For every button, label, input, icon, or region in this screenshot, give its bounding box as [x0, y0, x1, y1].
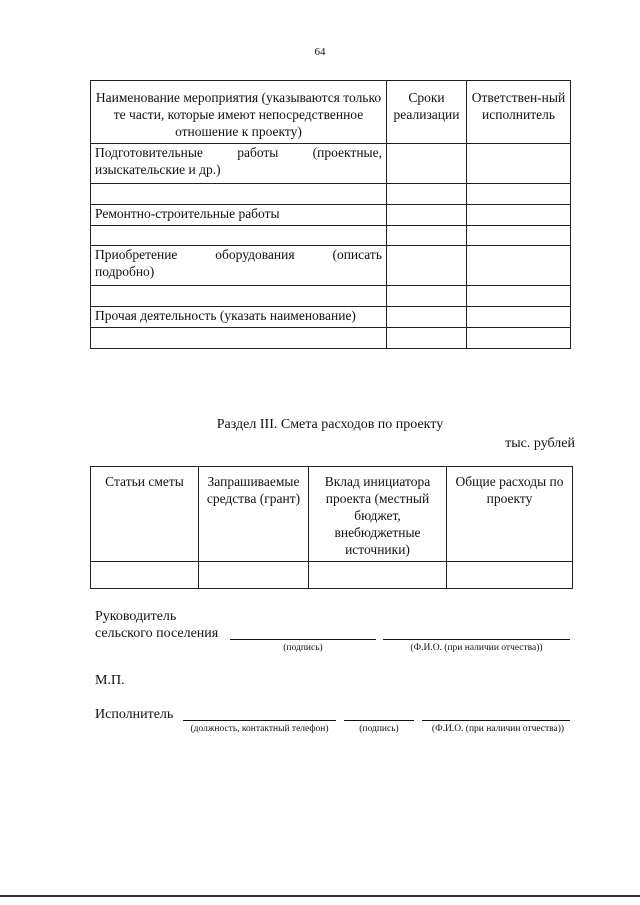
header-initiator-contribution: Вклад инициатора проекта (местный бюджет, внебюджетные источники) — [309, 467, 447, 562]
currency-units: тыс. рублей — [505, 436, 575, 451]
activity-cell — [91, 184, 387, 205]
table-row — [91, 307, 571, 328]
responsible-cell — [467, 246, 571, 286]
responsible-cell — [467, 144, 571, 184]
timeline-cell — [387, 328, 467, 349]
head-title-line1: Руководитель — [95, 609, 177, 624]
responsible-cell — [467, 205, 571, 226]
table-row — [91, 226, 571, 246]
activity-cell: Ремонтно-строительные работы — [91, 205, 387, 226]
timeline-cell — [387, 246, 467, 286]
executor-label: Исполнитель — [95, 707, 174, 722]
head-signature-caption: (подпись) — [283, 643, 323, 653]
activity-cell — [91, 286, 387, 307]
head-signature-line — [230, 639, 376, 640]
timeline-cell — [387, 144, 467, 184]
timeline-cell — [387, 307, 467, 328]
timeline-cell — [387, 205, 467, 226]
timeline-cell — [387, 286, 467, 307]
budget-cell — [199, 562, 309, 589]
activity-line: Подготовительные работы (проектные, — [95, 145, 382, 160]
budget-cell — [91, 562, 199, 589]
executor-signature-line — [344, 720, 414, 721]
page-number: 64 — [314, 46, 326, 58]
activity-cell: Прочая деятельность (указать наименование) — [91, 307, 387, 328]
budget-table — [90, 466, 573, 589]
activity-cell — [91, 226, 387, 246]
header-requested-funds: Запрашиваемые средства (грант) — [199, 467, 309, 562]
stamp-placeholder: М.П. — [95, 673, 125, 688]
responsible-cell — [467, 328, 571, 349]
header-total-expenses: Общие расходы по проекту — [447, 467, 573, 562]
budget-cell — [309, 562, 447, 589]
executor-name-line — [422, 720, 570, 721]
responsible-cell — [467, 226, 571, 246]
table-header-row — [91, 81, 571, 144]
activity-line: Приобретение оборудования (описать — [95, 247, 382, 262]
footer-rule — [0, 895, 640, 897]
responsible-cell — [467, 184, 571, 205]
executor-position-line — [183, 720, 336, 721]
head-name-caption: (Ф.И.О. (при наличии отчества)) — [410, 643, 543, 653]
table-row — [91, 246, 571, 286]
responsible-cell — [467, 307, 571, 328]
timeline-cell — [387, 226, 467, 246]
activity-line: подробно) — [95, 264, 155, 279]
header-responsible: Ответствен-ный исполнитель — [467, 81, 571, 144]
activity-cell — [91, 328, 387, 349]
executor-signature-caption: (подпись) — [359, 724, 399, 734]
header-budget-items: Статьи сметы — [91, 467, 199, 562]
table-row — [91, 328, 571, 349]
activity-cell — [91, 246, 387, 286]
activity-line: изыскательские и др.) — [95, 162, 221, 177]
table-row — [91, 205, 571, 226]
responsible-cell — [467, 286, 571, 307]
executor-name-caption: (Ф.И.О. (при наличии отчества)) — [431, 724, 565, 734]
head-name-line — [383, 639, 570, 640]
table-row — [91, 286, 571, 307]
table-row — [91, 144, 571, 184]
table-row — [91, 562, 573, 589]
executor-position-caption: (должность, контактный телефон) — [190, 724, 329, 734]
activities-table — [90, 80, 571, 349]
table-row — [91, 184, 571, 205]
section-title: Раздел III. Смета расходов по проекту — [216, 417, 444, 432]
activity-cell — [91, 144, 387, 184]
budget-cell — [447, 562, 573, 589]
head-title-line2: сельского поселения — [95, 626, 219, 641]
header-activity-name: Наименование мероприятия (указываются только те части, которые имеют непосредственное отношение к проекту) — [91, 81, 387, 144]
timeline-cell — [387, 184, 467, 205]
table-header-row — [91, 467, 573, 562]
header-timeline: Сроки реализации — [387, 81, 467, 144]
